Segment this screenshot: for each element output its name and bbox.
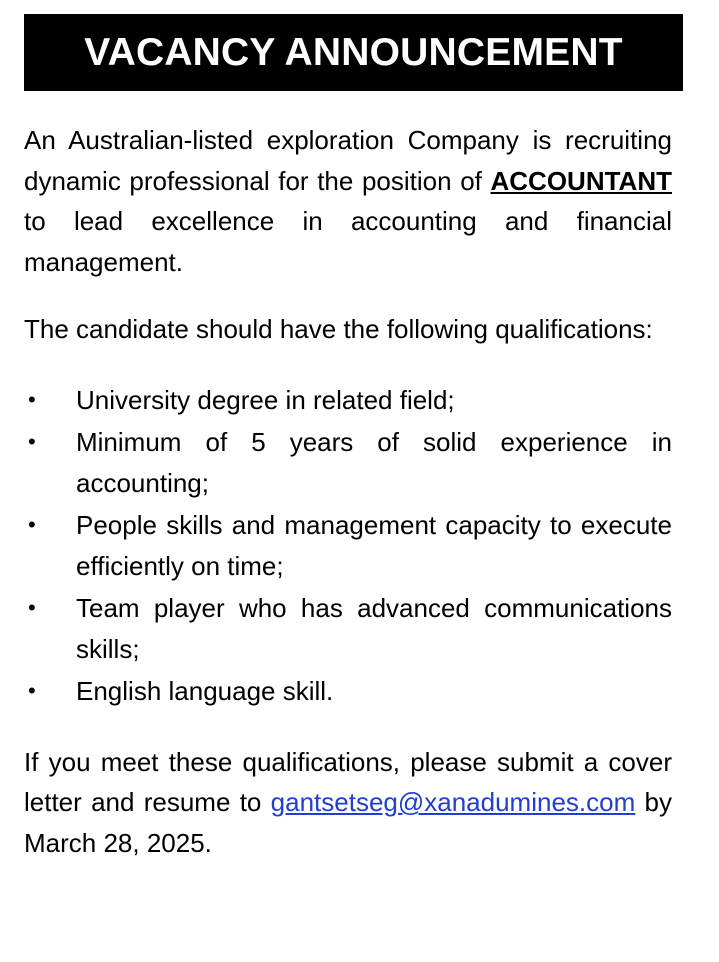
position-title: ACCOUNTANT: [490, 165, 672, 196]
list-item: [24, 588, 672, 669]
closing-text-after: by March 28, 2025.: [24, 787, 672, 858]
qualification-text: Team player who has advanced communications skills;: [76, 593, 672, 664]
list-item: [24, 380, 672, 421]
intro-text-after: to lead excellence in accounting and financial management.: [24, 206, 672, 277]
qualifications-intro: The candidate should have the following qualifications:: [24, 314, 653, 344]
qualification-text: English language skill.: [76, 676, 334, 706]
page-title: VACANCY ANNOUNCEMENT: [84, 30, 623, 74]
title-banner: [24, 14, 683, 91]
bullet-icon: •: [28, 512, 36, 537]
vacancy-announcement-page: [24, 14, 683, 863]
list-item: [24, 422, 672, 503]
announcement-body: [24, 120, 672, 863]
closing-paragraph: [24, 742, 672, 864]
qualification-text: People skills and management capacity to execute efficiently on time;: [76, 510, 672, 581]
qualifications-list: [24, 380, 672, 712]
bullet-icon: •: [28, 429, 36, 454]
email-link[interactable]: gantsetseg@xanadumines.com: [270, 787, 636, 817]
list-item: [24, 671, 672, 712]
bullet-icon: •: [28, 595, 36, 620]
list-item: [24, 505, 672, 586]
intro-paragraph: [24, 120, 672, 282]
closing-text-before: If you meet these qualifications, please submit a cover letter and resume to: [24, 746, 672, 817]
bullet-icon: •: [28, 678, 36, 703]
intro-text-before: An Australian-listed exploration Company is recruiting dynamic professional for the position of: [24, 125, 672, 196]
bullet-icon: •: [28, 386, 36, 412]
qualification-text: Minimum of 5 years of solid experience in accounting;: [76, 427, 672, 498]
qualification-text: University degree in related field;: [76, 384, 455, 415]
